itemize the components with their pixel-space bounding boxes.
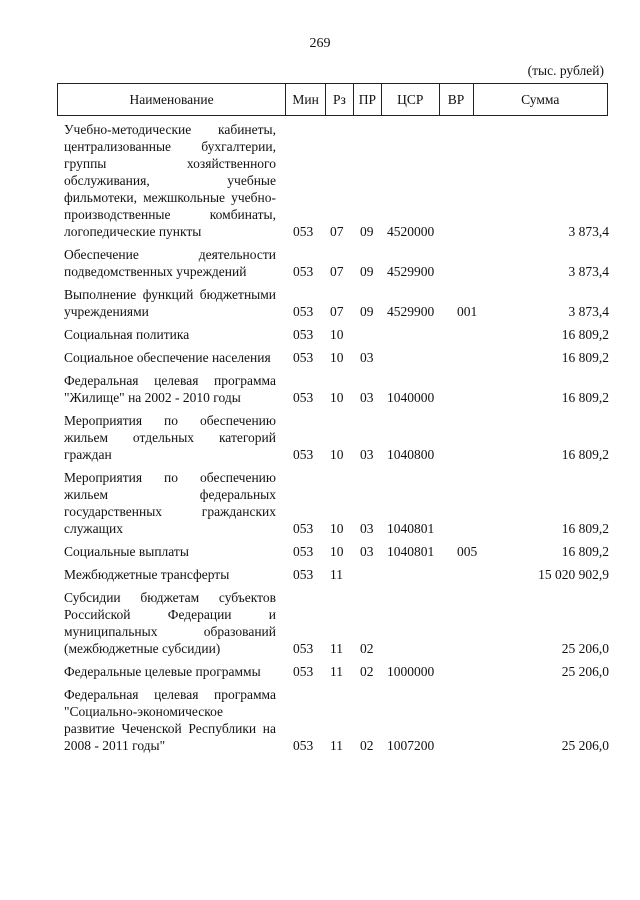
row-min: 053 xyxy=(293,327,314,342)
row-name: Федеральные целевые программы xyxy=(64,664,261,679)
row-name: Учебно-методические кабинеты, централизованные бухгалтерии, группы хозяйственного обслуживания, учебные фильмотеки, межшкольные учебно-производственные комбинаты, логопедические пункты xyxy=(64,122,276,239)
table-row xyxy=(64,469,609,537)
row-sum: 16 809,2 xyxy=(561,350,609,365)
row-min: 053 xyxy=(293,304,314,319)
row-min: 053 xyxy=(293,544,314,559)
row-min: 053 xyxy=(293,447,314,462)
header-rz: Рз xyxy=(325,84,353,115)
row-sum: 16 809,2 xyxy=(561,447,609,462)
row-rz: 11 xyxy=(330,641,343,656)
row-vr xyxy=(457,326,497,343)
row-csr xyxy=(387,326,457,343)
row-csr: 1040800 xyxy=(387,447,435,462)
row-pr: 09 xyxy=(360,264,374,279)
row-vr: 001 xyxy=(457,304,478,319)
row-pr: 03 xyxy=(360,350,374,365)
table-row xyxy=(64,349,609,366)
row-sum: 25 206,0 xyxy=(561,664,609,679)
header-min: Мин xyxy=(285,84,325,115)
row-name: Социальное обеспечение населения xyxy=(64,350,271,365)
row-csr: 4520000 xyxy=(387,224,435,239)
row-name: Мероприятия по обеспечению жильем федеральных государственных гражданских служащих xyxy=(64,470,276,536)
row-vr xyxy=(457,121,497,240)
row-pr: 09 xyxy=(360,304,374,319)
row-pr: 02 xyxy=(360,664,374,679)
row-sum: 16 809,2 xyxy=(561,327,609,342)
row-rz: 07 xyxy=(330,224,344,239)
row-name: Обеспечение деятельности подведомственных учреждений xyxy=(64,247,276,279)
table-row xyxy=(64,246,609,280)
row-name: Субсидии бюджетам субъектов Российской Федерации и муниципальных образований (межбюджетные субсидии) xyxy=(64,590,276,656)
table-row xyxy=(64,372,609,406)
row-name: Выполнение функций бюджетными учреждениями xyxy=(64,287,276,319)
row-sum: 16 809,2 xyxy=(561,390,609,405)
row-csr xyxy=(387,566,457,583)
row-name: Федеральная целевая программа "Социально-экономическое развитие Чеченской Республики на 2008 - 2011 годы" xyxy=(64,687,276,753)
row-csr: 1040801 xyxy=(387,521,435,536)
row-csr xyxy=(387,589,457,657)
table-row xyxy=(64,686,609,754)
row-csr: 4529900 xyxy=(387,304,435,319)
row-sum: 3 873,4 xyxy=(568,304,609,319)
row-sum: 16 809,2 xyxy=(561,544,609,559)
row-min: 053 xyxy=(293,521,314,536)
row-rz: 10 xyxy=(330,390,344,405)
row-vr xyxy=(457,589,497,657)
row-csr: 1040801 xyxy=(387,544,435,559)
row-sum: 25 206,0 xyxy=(561,641,609,656)
row-pr: 03 xyxy=(360,447,374,462)
row-vr xyxy=(457,246,497,280)
table-row xyxy=(64,543,609,560)
row-rz: 10 xyxy=(330,350,344,365)
row-rz: 10 xyxy=(330,521,344,536)
header-csr: ЦСР xyxy=(381,84,439,115)
units-label: (тыс. рублей) xyxy=(527,63,604,78)
row-min: 053 xyxy=(293,390,314,405)
table-row xyxy=(64,589,609,657)
row-min: 053 xyxy=(293,567,314,582)
row-vr xyxy=(457,663,497,680)
row-pr xyxy=(360,566,387,583)
page-number: 269 xyxy=(309,36,331,51)
row-min: 053 xyxy=(293,641,314,656)
row-vr xyxy=(457,566,497,583)
row-sum: 15 020 902,9 xyxy=(538,567,609,582)
header-pr: ПР xyxy=(353,84,381,115)
table-row xyxy=(64,663,609,680)
row-csr: 1000000 xyxy=(387,664,435,679)
header-sum: Сумма xyxy=(473,84,608,115)
row-sum: 16 809,2 xyxy=(561,521,609,536)
row-name: Мероприятия по обеспечению жильем отдельных категорий граждан xyxy=(64,413,276,462)
row-min: 053 xyxy=(293,664,314,679)
header-name: Наименование xyxy=(129,91,214,107)
row-pr: 03 xyxy=(360,521,374,536)
row-csr xyxy=(387,349,457,366)
row-sum: 25 206,0 xyxy=(561,738,609,753)
row-min: 053 xyxy=(293,738,314,753)
row-rz: 07 xyxy=(330,264,344,279)
row-rz: 10 xyxy=(330,327,344,342)
row-rz: 07 xyxy=(330,304,344,319)
table-body xyxy=(64,121,609,760)
row-sum: 3 873,4 xyxy=(568,264,609,279)
table-header xyxy=(57,83,608,116)
row-pr: 09 xyxy=(360,224,374,239)
row-vr xyxy=(457,372,497,406)
row-min: 053 xyxy=(293,350,314,365)
row-rz: 11 xyxy=(330,567,343,582)
row-pr: 03 xyxy=(360,390,374,405)
row-vr xyxy=(457,412,497,463)
row-name: Федеральная целевая программа "Жилище" на 2002 - 2010 годы xyxy=(64,373,276,405)
row-csr: 4529900 xyxy=(387,264,435,279)
table-row xyxy=(64,412,609,463)
row-name: Межбюджетные трансферты xyxy=(64,567,230,582)
row-vr: 005 xyxy=(457,544,478,559)
row-csr: 1040000 xyxy=(387,390,435,405)
table-row xyxy=(64,326,609,343)
row-rz: 10 xyxy=(330,447,344,462)
table-row xyxy=(64,121,609,240)
row-min: 053 xyxy=(293,264,314,279)
row-vr xyxy=(457,469,497,537)
row-rz: 10 xyxy=(330,544,344,559)
row-csr: 1007200 xyxy=(387,738,435,753)
row-vr xyxy=(457,686,497,754)
row-vr xyxy=(457,349,497,366)
row-pr xyxy=(360,326,387,343)
row-pr: 03 xyxy=(360,544,374,559)
table-row xyxy=(64,286,609,320)
row-pr: 02 xyxy=(360,738,374,753)
row-name: Социальная политика xyxy=(64,327,190,342)
row-rz: 11 xyxy=(330,738,343,753)
header-vr: ВР xyxy=(439,84,473,115)
row-sum: 3 873,4 xyxy=(568,224,609,239)
row-rz: 11 xyxy=(330,664,343,679)
table-row xyxy=(64,566,609,583)
row-name: Социальные выплаты xyxy=(64,544,189,559)
row-pr: 02 xyxy=(360,641,374,656)
row-min: 053 xyxy=(293,224,314,239)
